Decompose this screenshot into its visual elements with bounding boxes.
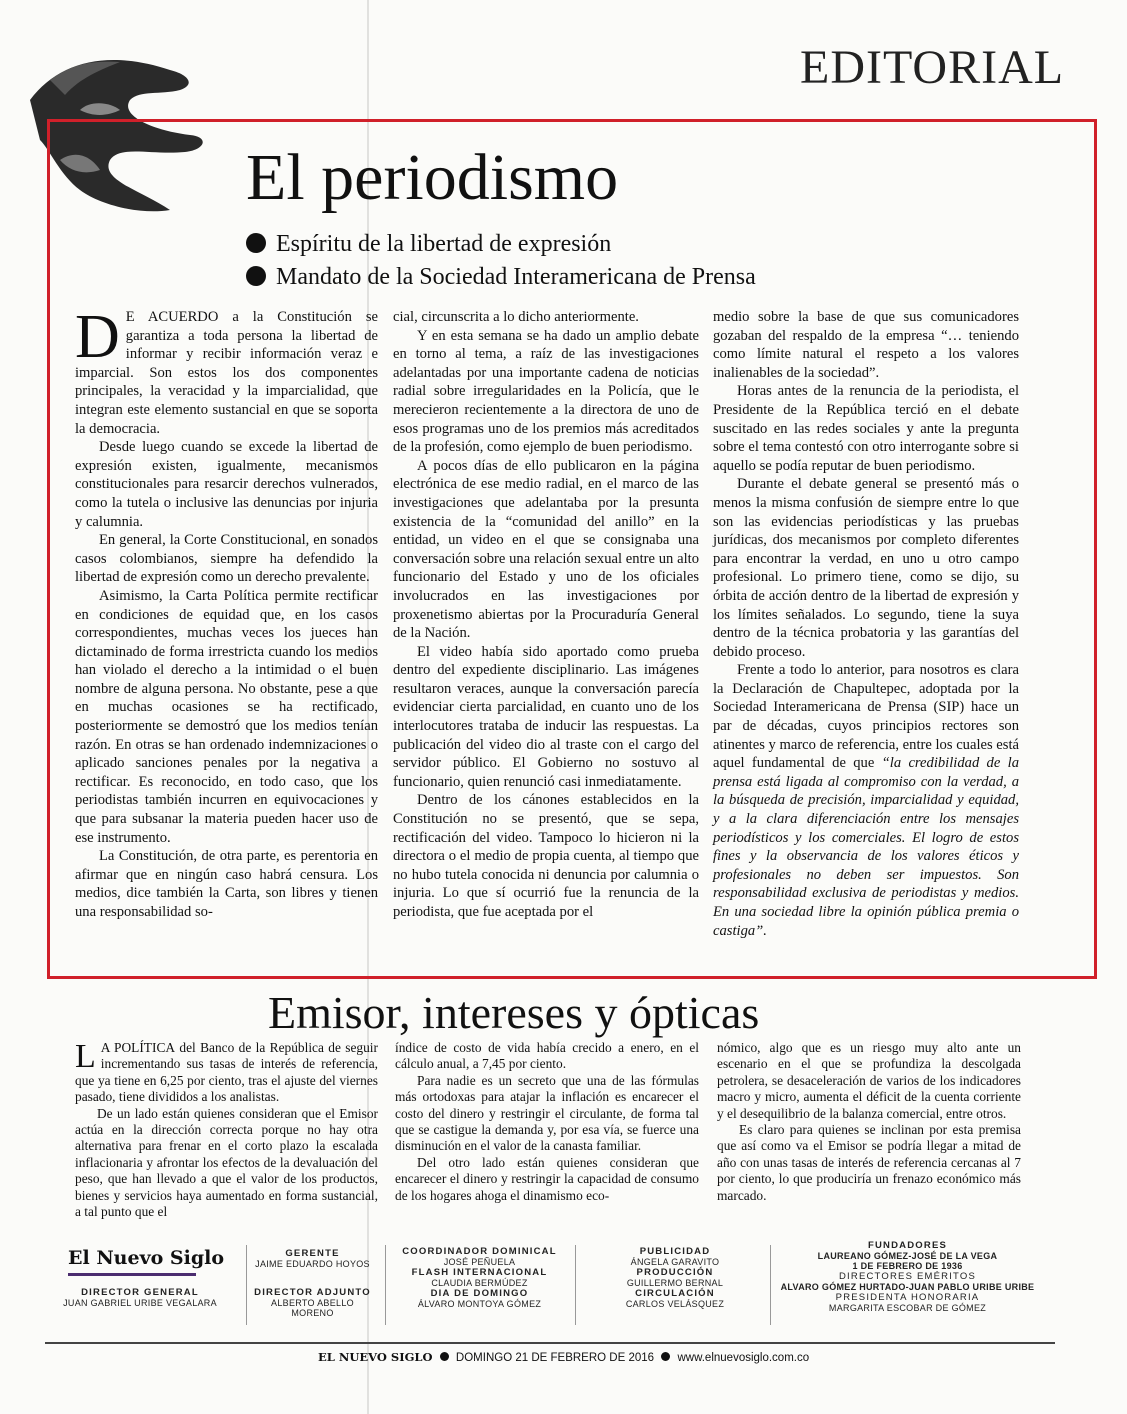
- editorial-subheads: [246, 228, 756, 294]
- masthead-name: ALVARO GÓMEZ HURTADO-JUAN PABLO URIBE URIBE: [780, 1282, 1035, 1292]
- masthead-dominical: [392, 1246, 567, 1309]
- paragraph: nómico, algo que es un riesgo muy alto ante un escenario en el que se profundiza la descolgada petrolera, se desaceleración de varios de los indicadores macro y micro, aumenta el déficit de la cuenta corriente y el desequilibrio de la balanza comercial, entre otros.: [717, 1040, 1021, 1121]
- paragraph: Dentro de los cánones establecidos en la Constitución no se presentó, que se sepa, rectificación del video. Tampoco lo hicieron ni la directora o el medio de propia cuenta, al tiempo que no hubo tutela conocida ni denuncia por calumnia o injuria. Lo que sí ocurrió fue la renuncia de la periodista, que fue aceptada por el: [393, 792, 699, 920]
- masthead-name: ÁNGELA GARAVITO: [630, 1257, 720, 1267]
- paragraph: El video había sido aportado como prueba dentro del expediente disciplinario. Las imágenes resultaron veraces, aunque la conversación parecía evidenciar cierta parcialidad, en cuanto uno de los interlocutores trataba de inducir las respuestas. La publicación del video dio al traste con el cargo del servidor público. El Gobierno no sostuvo al funcionario, quien renunció casi inmediatamente.: [393, 643, 699, 790]
- paragraph: Y en esta semana se ha dado un amplio debate en torno al tema, a raíz de las investigaciones adelantadas por una importante cadena de noticias radial sobre irregularidades en la Policía, que le merecieron recientemente a la directora de uno de esos programas uno de los premios más acreditados de la profesión, como ejemplo de buen periodismo.: [393, 327, 699, 456]
- paragraph: cial, circunscrita a lo dicho anteriormente.: [393, 309, 639, 325]
- section-label: EDITORIAL: [800, 41, 1065, 94]
- second-editorial-headline: Emisor, intereses y ópticas: [268, 987, 760, 1038]
- editorial-column-3: [713, 308, 1019, 940]
- masthead-name: LAUREANO GÓMEZ-JOSÉ DE LA VEGA: [817, 1251, 998, 1261]
- newspaper-logo: El Nuevo Siglo: [68, 1247, 225, 1269]
- second-column-3: [717, 1040, 1021, 1204]
- lead-in: A POLÍTICA: [100, 1040, 176, 1055]
- lead-in: E ACUERDO: [125, 309, 219, 325]
- paragraph: En general, la Corte Constitucional, en sonados casos colombianos, siempre ha defendido la libertad de expresión como un derecho prevalente.: [75, 532, 378, 586]
- paragraph: Frente a todo lo anterior, para nosotros es clara la Declaración de Chapultepec, adoptada por la Sociedad Interamericana de Prensa (SIP) hace un par de décadas, cuyos principios rectores son atinentes y marco de referencia, entre los cuales está aquel fundamental de que “la credibilidad de la prensa está ligada al compromiso con la verdad, a la búsqueda de precisión, imparcialidad y equidad, y a la clara diferenciación entre los mensajes periodísticos y los comerciales. El logro de estos fines y la observancia de los valores éticos y profesionales no deben ser impuestos. Son responsabilidad exclusiva de periodistas y medios. En una sociedad libre la opinión pública premia o castiga”.: [713, 662, 1019, 939]
- drop-cap: L: [75, 1038, 96, 1075]
- footer-url[interactable]: www.elnuevosiglo.com.co: [677, 1352, 810, 1364]
- paragraph: Del otro lado están quienes consideran que encarecer el dinero y restringir la capacidad de consumo de los hogares ahoga el dinamismo eco-: [395, 1154, 699, 1203]
- chapultepec-quote: “la credibilidad de la prensa está ligada al compromiso con la verdad, a la búsqueda de precisión, imparcialidad y equidad, y a la clara diferenciación entre los mensajes periodísticos y los comerciales. El logro de estos fines y la observancia de los valores éticos y profesionales no deben ser impuestos. Son responsabilidad exclusiva de periodistas y medios. En una sociedad libre la opinión pública premia o castiga”.: [713, 755, 1019, 939]
- masthead-role: FLASH INTERNACIONAL: [411, 1267, 548, 1278]
- masthead-name: JOSÉ PEÑUELA: [443, 1257, 516, 1267]
- paragraph: Durante el debate general se presentó más o menos la misma confusión de siempre entre lo que son las evidencias periodísticas y las pruebas jurídicas, dos mecanismos por completo diferentes para encontrar la verdad, en uno u otro campo profesional. Lo primero tiene, como se dijo, su órbita de acción dentro de la libertad de expresión y los límites señalados. Lo segundo, tiene la suya dentro de la técnica probatoria y las garantías del debido proceso.: [713, 476, 1019, 660]
- masthead-role: PRESIDENTA HONORARIA: [835, 1292, 980, 1303]
- drop-cap: D: [75, 303, 120, 371]
- paragraph: Para nadie es un secreto que una de las fórmulas más ortodoxas para atajar la inflación es encarecer el costo del dinero y restringir el circulante, de forma tal que se castigue la demanda y, por esa vía, se fuerce una disminución en el valor de la canasta familiar.: [395, 1072, 699, 1154]
- paragraph: L A POLÍTICA del Banco de la República de seguir incrementando sus tasas de interés de referencia, que ya tiene en 6,25 por ciento, tras el ajuste del viernes pasado, tiene divididos a los analistas.: [75, 1038, 378, 1105]
- masthead-date: 1 DE FEBRERO DE 1936: [852, 1261, 963, 1271]
- paragraph: Desde luego cuando se excede la libertad de expresión existen, igualmente, mecanismos constitucionales para resarcir derechos vulnerados, como la tutela o inclusive las denuncias por injuria y calumnia.: [75, 439, 378, 530]
- masthead-role: DIRECTOR GENERAL: [81, 1287, 199, 1298]
- masthead-role: FUNDADORES: [867, 1240, 948, 1251]
- paragraph: Es claro para quienes se inclinan por esta premisa que así como va el Emisor se podría llegar a mitad de año con unas tasas de interés de referencia cercanas al 7 por ciento, lo que produciría un frenazo económico más marcado.: [717, 1122, 1021, 1203]
- subhead-2: Mandato de la Sociedad Interamericana de Prensa: [246, 261, 756, 294]
- bullet-icon: [246, 233, 266, 253]
- footer-brand: EL NUEVO SIGLO: [318, 1350, 433, 1364]
- masthead-director: [45, 1287, 235, 1308]
- masthead-publicidad: [585, 1246, 765, 1309]
- masthead-adjunto: [250, 1287, 375, 1318]
- editorial-headline: El periodismo: [246, 141, 619, 214]
- masthead-role: DIRECTOR ADJUNTO: [254, 1287, 371, 1298]
- paragraph: índice de costo de vida había crecido a enero, en el cálculo anual, a 7,45 por ciento.: [395, 1040, 699, 1072]
- bullet-icon: [661, 1352, 670, 1361]
- masthead-role: DIA DE DOMINGO: [430, 1288, 529, 1299]
- masthead-divider: [246, 1245, 247, 1325]
- subhead-1: Espíritu de la libertad de expresión: [246, 228, 756, 261]
- paragraph: De un lado están quienes consideran que el Emisor actúa en la dirección correcta porque no hay otra alternativa para frenar en el corto plazo la escalada inflacionaria y afrontar los efectos de la devaluación del peso, que han llevado a que el valor de los productos, bienes y servicios haya aumentado en forma sustancial, a tal punto que el: [75, 1105, 378, 1220]
- paragraph: D E ACUERDO a la Constitución se garantiza a toda persona la libertad de informar y recibir información veraz e imparcial. Son estos los dos componentes principales, la veracidad y la imparcialidad, que integran este elemento sustancial en que se soporta la democracia.: [75, 303, 378, 437]
- masthead-name: CARLOS VELÁSQUEZ: [625, 1299, 725, 1309]
- second-column-2: [395, 1040, 699, 1204]
- paragraph: A pocos días de ello publicaron en la página electrónica de ese medio radial, en el marco de las investigaciones que adelantaba por la presunta existencia de la “comunidad del anillo” en la entidad, un video en el que se consignaba una conversación sobre una relación sexual entre un alto funcionario del Estado y uno de los oficiales involucrados en las investigaciones por proxenetismo abiertas por la Procuraduría General de la Nación.: [393, 457, 699, 642]
- editorial-column-2: [393, 308, 699, 922]
- masthead-divider: [385, 1245, 386, 1325]
- masthead-role: DIRECTORES EMÉRITOS: [839, 1271, 976, 1282]
- footer-date: DOMINGO 21 DE FEBRERO DE 2016: [455, 1352, 655, 1364]
- masthead-role: CIRCULACIÓN: [635, 1288, 715, 1299]
- masthead-role: GERENTE: [285, 1248, 340, 1259]
- masthead-role: COORDINADOR DOMINICAL: [402, 1246, 557, 1257]
- footer-rule: [45, 1342, 1055, 1344]
- page-footer: [318, 1350, 809, 1364]
- masthead-name: ALBERTO ABELLO MORENO: [271, 1298, 354, 1318]
- masthead-fundadores: [775, 1240, 1040, 1313]
- logo-underline: [68, 1273, 196, 1276]
- editorial-column-1: [75, 303, 378, 922]
- masthead-name: JAIME EDUARDO HOYOS: [255, 1259, 370, 1269]
- paragraph: La Constitución, de otra parte, es perentoria en afirmar que en ningún caso habrá censura. Los medios, dice también la Carta, son libres y tienen una responsabilidad so-: [75, 848, 378, 920]
- masthead-gerente: [250, 1248, 375, 1269]
- masthead-name: MARGARITA ESCOBAR DE GÓMEZ: [828, 1303, 987, 1313]
- second-column-1: [75, 1040, 378, 1220]
- paragraph: Horas antes de la renuncia de la periodista, el Presidente de la República terció en el debate suscitado en las redes sociales y ante la pregunta sobre el tema contestó con otro interrogante sobre si aquello se podía reputar de buen periodismo.: [713, 383, 1019, 474]
- bullet-icon: [440, 1352, 449, 1361]
- masthead-name: JUAN GABRIEL URIBE VEGALARA: [63, 1298, 217, 1308]
- masthead-divider: [575, 1245, 576, 1325]
- masthead-role: PUBLICIDAD: [639, 1246, 711, 1257]
- masthead-name: CLAUDIA BERMÚDEZ: [431, 1278, 528, 1288]
- masthead-role: PRODUCCIÓN: [636, 1267, 714, 1278]
- masthead-name: GUILLERMO BERNAL: [626, 1278, 724, 1288]
- paragraph: medio sobre la base de que sus comunicadores gozaban del respaldo de la empresa “… teniendo como límite natural el respeto a los valores inalienables de la sociedad”.: [713, 309, 1019, 381]
- paragraph: Asimismo, la Carta Política permite rectificar en condiciones de equidad que, en los casos correspondientes, muchas veces los jueces han dictaminado de forma irrestricta cuando los medios han violado el derecho a la intimidad o el buen nombre de alguna persona. No obstante, pese a que en muchas ocasiones se ha rectificado, posteriormente se demostró que los medios tenían razón. En otras se han ordenado indemnizaciones o aplicado sanciones penales por la negativa a rectificar. Es reconocido, en todo caso, que los periodistas también incurren en equivocaciones y que para subsanar la materia pueden hacer uso de ese instrumento.: [75, 587, 378, 846]
- masthead-name: ÁLVARO MONTOYA GÓMEZ: [417, 1299, 542, 1309]
- bullet-icon: [246, 266, 266, 286]
- masthead-divider: [770, 1245, 771, 1325]
